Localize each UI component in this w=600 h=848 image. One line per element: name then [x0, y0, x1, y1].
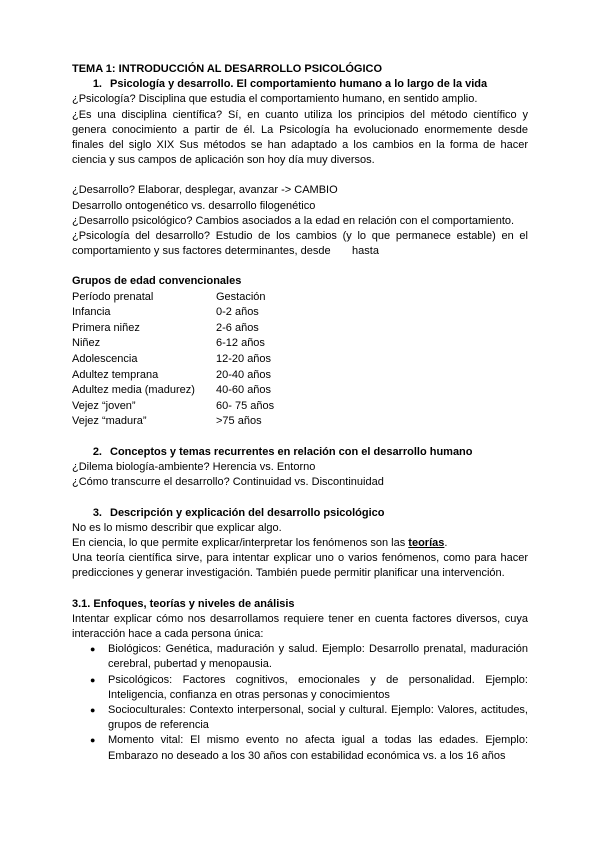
age-group-label: Niñez [72, 337, 101, 350]
bullet-icon: ● [90, 705, 96, 716]
list-item [72, 703, 528, 733]
table-row [72, 399, 274, 415]
table-row [72, 321, 274, 337]
table-row [72, 383, 274, 399]
age-group-label: Adultez temprana [72, 368, 159, 381]
age-group-label: Vejez “joven” [72, 399, 136, 412]
paragraph: ¿Dilema biología-ambiente? Herencia vs. Entorno [72, 461, 316, 474]
age-group-label: Período prenatal [72, 290, 154, 303]
list-item [72, 642, 528, 672]
age-group-label: Vejez “madura” [72, 415, 147, 428]
age-group-range: >75 años [216, 415, 262, 428]
paragraph: ¿Cómo transcurre el desarrollo? Continuidad vs. Discontinuidad [72, 476, 384, 489]
paragraph: No es lo mismo describir que explicar algo. [72, 521, 282, 534]
paragraph: Intentar explicar cómo nos desarrollamos requiere tener en cuenta factores diversos, cuya interacción hace a cada persona única: [72, 612, 528, 641]
section-2-heading [72, 445, 528, 460]
paragraph: ¿Desarrollo? Elaborar, desplegar, avanzar -> CAMBIO [72, 184, 338, 197]
age-group-range: 40-60 años [216, 384, 272, 397]
paragraph: ¿Desarrollo psicológico? Cambios asociados a la edad en relación con el comportamiento. [72, 214, 515, 227]
age-group-range: 12-20 años [216, 353, 272, 366]
age-group-range: Gestación [216, 290, 266, 303]
factors-list [72, 642, 528, 764]
age-group-range: 20-40 años [216, 368, 272, 381]
paragraph: Desarrollo ontogenético vs. desarrollo filogenético [72, 199, 316, 212]
list-item-text: Momento vital: El mismo evento no afecta igual a todas las edades. Ejemplo: Embarazo no deseado a los 30 años con estabilidad económica vs. a los 16 años [108, 734, 528, 762]
section-number: 3. [92, 506, 102, 519]
document-page [72, 62, 532, 764]
bullet-icon: ● [90, 735, 96, 746]
list-item-text: Psicológicos: Factores cognitivos, emocionales y de personalidad. Ejemplo: Inteligencia, confianza en otras personas y conocimientos [108, 673, 528, 701]
paragraph: ¿Psicología del desarrollo? Estudio de los cambios (y lo que permanece estable) en el comportamiento y sus factores determinantes, desde hasta [72, 230, 532, 258]
subsection-3-1-heading: 3.1. Enfoques, teorías y niveles de análisis [72, 597, 295, 610]
paragraph: ¿Es una disciplina científica? Sí, en cuanto utiliza los principios del método científico y genera conocimiento a partir de él. La Psicología ha evolucionado enormemente desde finales del siglo XIX Sus métodos se han adaptado a los cambios en la forma de hacer ciencia y sus campos de aplicación son hoy día muy diversos. [72, 108, 528, 167]
table-row [72, 368, 274, 384]
list-item [72, 673, 528, 703]
text-span: En ciencia, lo que permite explicar/interpretar los fenómenos son las [72, 537, 409, 549]
paragraph [72, 536, 528, 551]
section-number: 1. [92, 78, 102, 91]
age-group-label: Adultez media (madurez) [72, 384, 195, 397]
list-item-text: Socioculturales: Contexto interpersonal, social y cultural. Ejemplo: Valores, actitudes, grupos de referencia [108, 704, 528, 732]
section-title: Conceptos y temas recurrentes en relación con el desarrollo humano [110, 445, 473, 458]
section-3-heading [72, 506, 528, 521]
age-group-label: Infancia [72, 306, 111, 319]
table-row [72, 290, 274, 306]
table-row [72, 414, 274, 430]
age-group-range: 0-2 años [216, 306, 259, 319]
paragraph: Una teoría científica sirve, para intentar explicar uno o varios fenómenos, como para hacer predicciones y generar investigación. También puede permitir planificar una intervención. [72, 552, 528, 580]
document-title: TEMA 1: INTRODUCCIÓN AL DESARROLLO PSICOLÓGICO [72, 63, 383, 75]
section-title: Psicología y desarrollo. El comportamiento humano a lo largo de la vida [110, 78, 488, 91]
term-teorias: teorías [408, 537, 445, 549]
age-group-label: Primera niñez [72, 321, 140, 334]
age-group-range: 60- 75 años [216, 399, 275, 412]
table-row [72, 336, 274, 352]
age-groups-heading: Grupos de edad convencionales [72, 275, 242, 288]
paragraph: ¿Psicología? Disciplina que estudia el comportamiento humano, en sentido amplio. [72, 93, 478, 106]
age-groups-table [72, 290, 274, 430]
bullet-icon: ● [90, 674, 96, 685]
table-row [72, 305, 274, 321]
section-number: 2. [92, 445, 102, 458]
section-1-heading [72, 77, 528, 92]
section-title: Descripción y explicación del desarrollo psicológico [110, 506, 385, 519]
list-item [72, 733, 528, 763]
age-group-range: 6-12 años [216, 337, 265, 350]
text-span: . [444, 537, 448, 549]
age-group-range: 2-6 años [216, 321, 259, 334]
table-row [72, 352, 274, 368]
bullet-icon: ● [90, 644, 96, 655]
list-item-text: Biológicos: Genética, maduración y salud. Ejemplo: Desarrollo prenatal, maduración cerebral, pubertad y menopausia. [108, 643, 528, 671]
age-group-label: Adolescencia [72, 353, 138, 366]
